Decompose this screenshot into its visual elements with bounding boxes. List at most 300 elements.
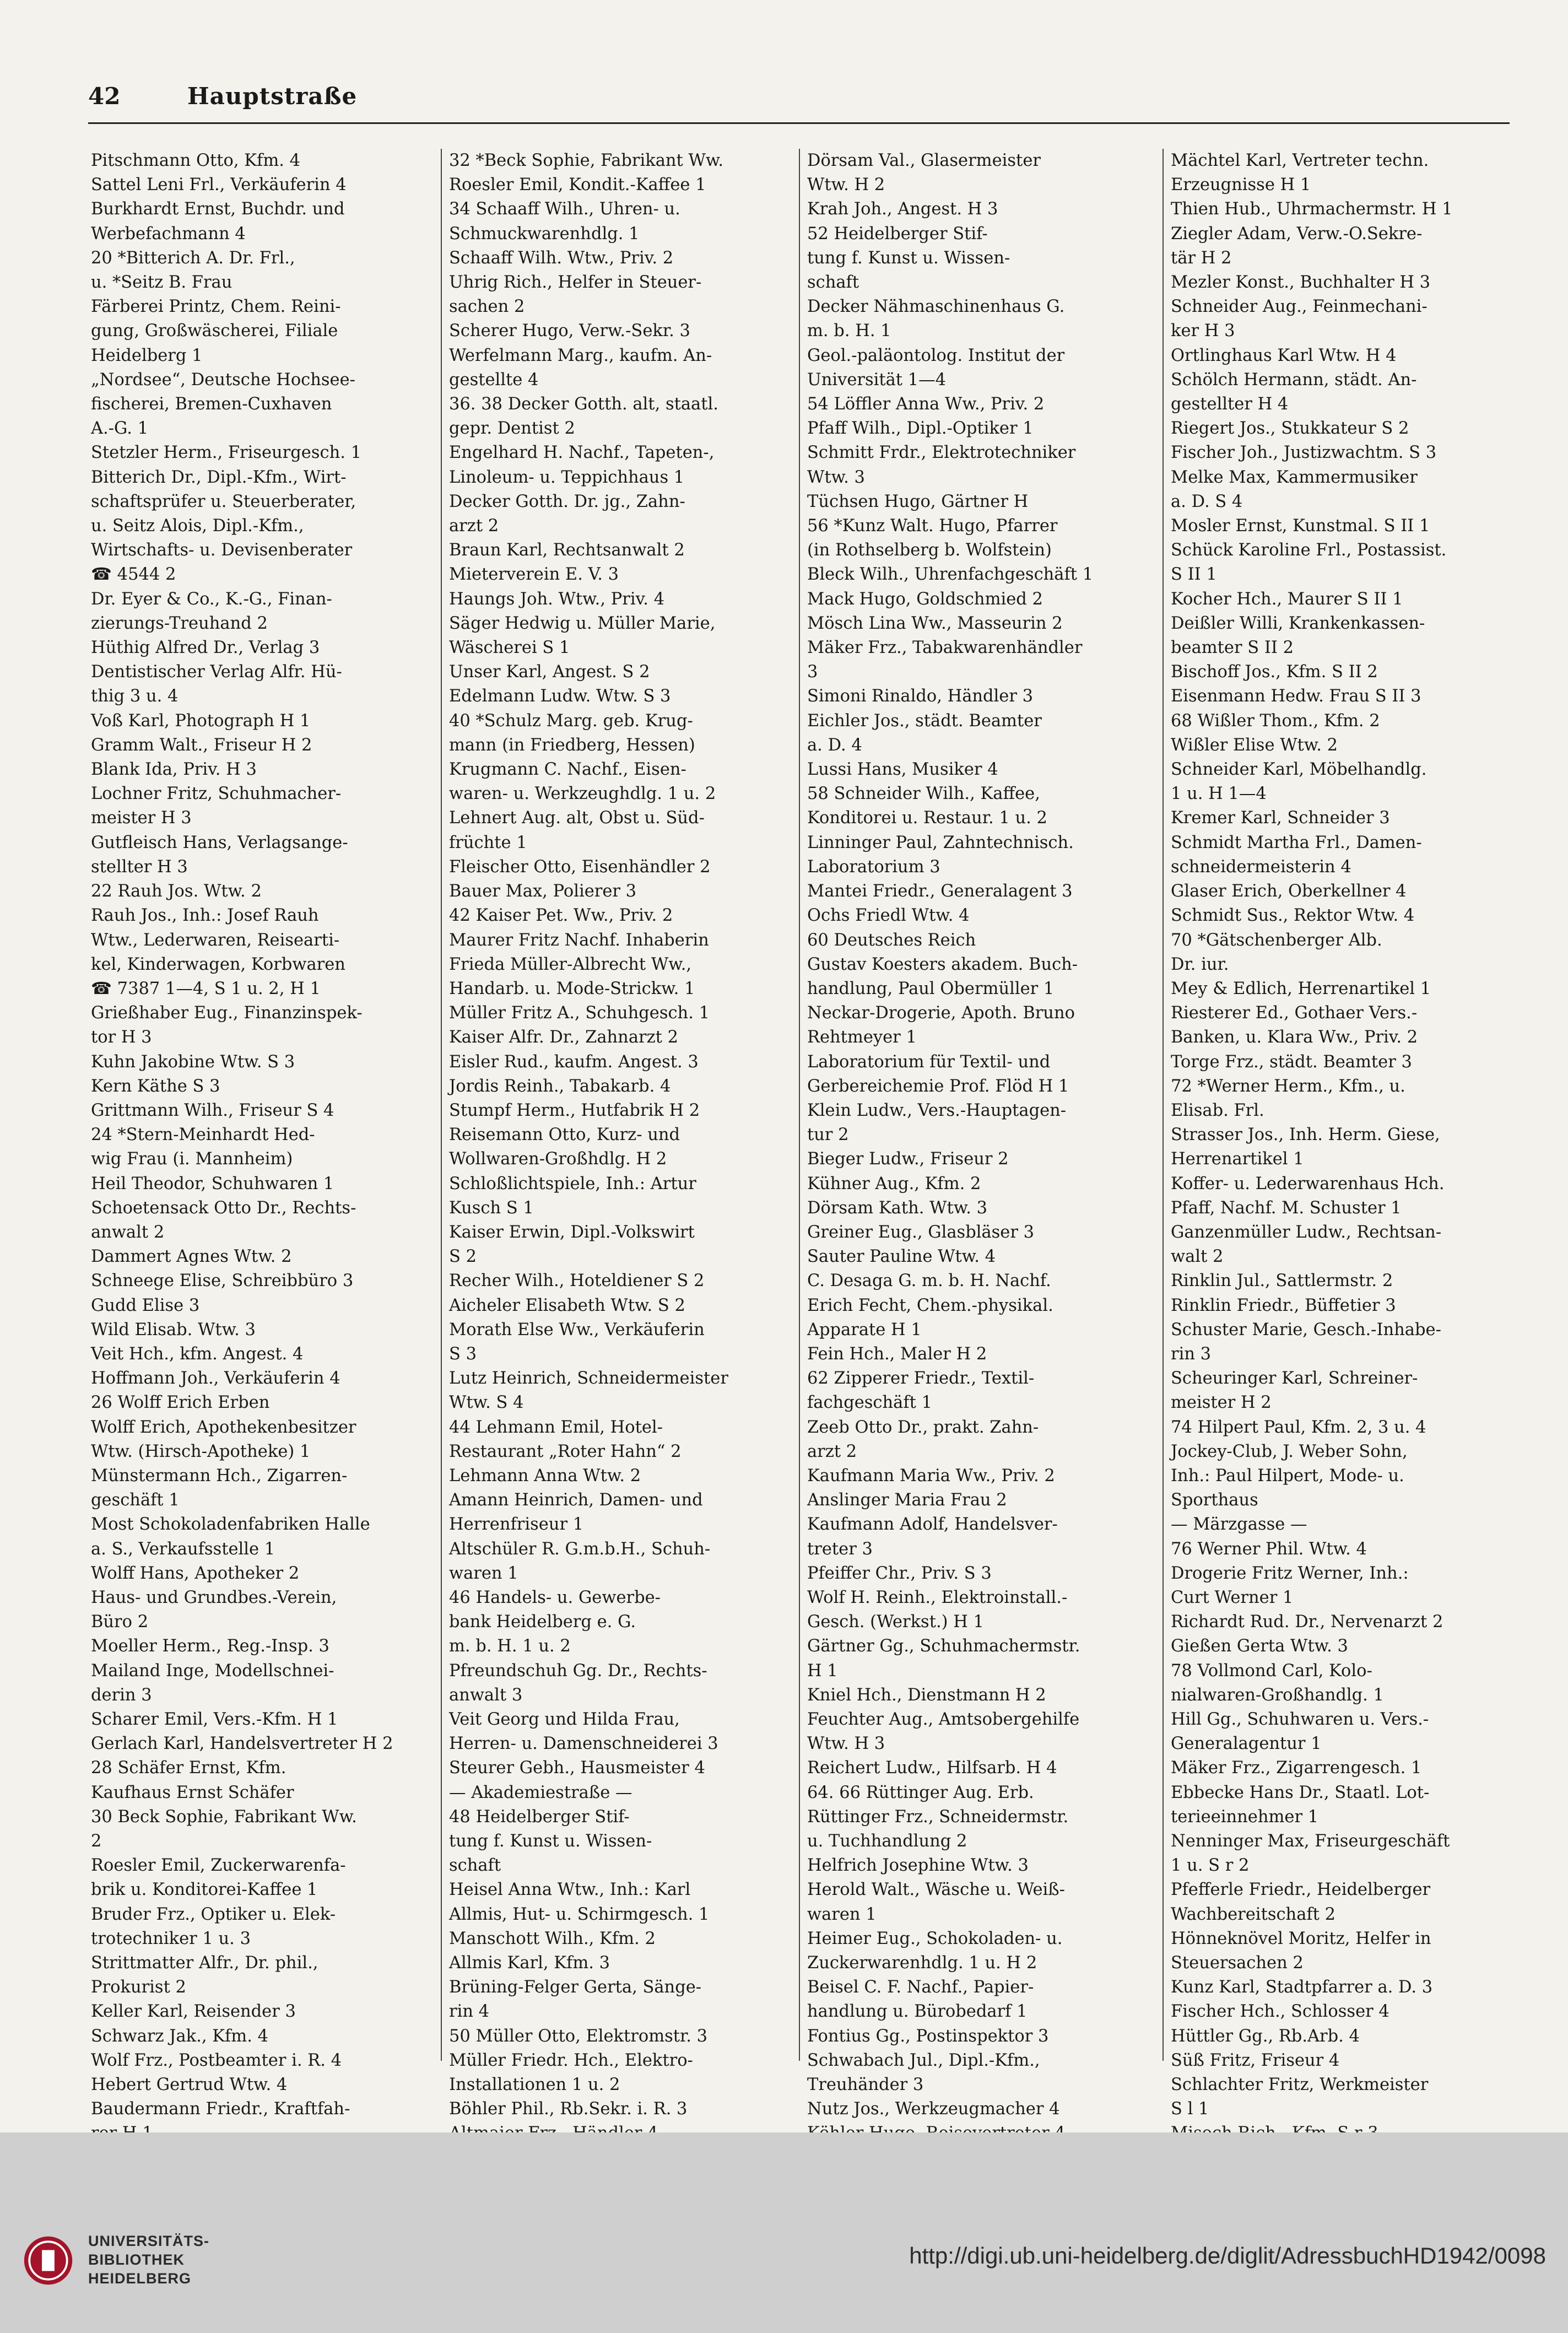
directory-entry-line: Pfreundschuh Gg. Dr., Rechts- xyxy=(449,1661,707,1681)
directory-entry-line: H 1 xyxy=(807,1661,838,1681)
directory-column-1 xyxy=(91,149,438,2119)
directory-entry-line: tung f. Kunst u. Wissen- xyxy=(807,248,1010,268)
directory-entry-line: Dörsam Kath. Wtw. 3 xyxy=(807,1198,987,1218)
directory-entry-line: Klein Ludw., Vers.-Hauptagen- xyxy=(807,1100,1067,1120)
directory-entry-line: Schmidt Martha Frl., Damen- xyxy=(1171,833,1422,852)
directory-entry-line: a. S., Verkaufsstelle 1 xyxy=(91,1539,275,1559)
directory-entry-line: 20 *Bitterich A. Dr. Frl., xyxy=(91,248,295,268)
directory-entry-line: 52 Heidelberger Stif- xyxy=(807,224,988,244)
directory-entry-line: Wißler Elise Wtw. 2 xyxy=(1171,735,1338,755)
directory-entry-line: Riesterer Ed., Gothaer Vers.- xyxy=(1171,1003,1418,1023)
directory-entry-line: handlung u. Bürobedarf 1 xyxy=(807,2002,1028,2022)
directory-entry-line: 56 *Kunz Walt. Hugo, Pfarrer xyxy=(807,516,1058,536)
directory-entry-line: Mösch Lina Ww., Masseurin 2 xyxy=(807,613,1063,633)
directory-entry-line: Gärtner Gg., Schuhmachermstr. xyxy=(807,1637,1080,1656)
directory-entry-line: Sporthaus xyxy=(1171,1490,1258,1510)
directory-entry-line: Kocher Hch., Maurer S II 1 xyxy=(1171,589,1403,609)
directory-entry-line: 42 Kaiser Pet. Ww., Priv. 2 xyxy=(449,906,673,926)
directory-entry-line: Strasser Jos., Inh. Herm. Giese, xyxy=(1171,1125,1440,1145)
directory-entry-line: 2 xyxy=(91,1832,102,1851)
directory-entry-line: Gustav Koesters akadem. Buch- xyxy=(807,954,1078,974)
directory-entry-line: anwalt 3 xyxy=(449,1685,523,1705)
directory-entry-line: schaftsprüfer u. Steuerberater, xyxy=(91,492,356,511)
directory-entry-line: Most Schokoladenfabriken Halle xyxy=(91,1515,370,1535)
directory-entry-line: Zuckerwarenhdlg. 1 u. H 2 xyxy=(807,1953,1037,1973)
directory-entry-line: Wtw. 3 xyxy=(807,467,865,487)
directory-entry-line: kel, Kinderwagen, Korbwaren xyxy=(91,954,345,974)
directory-entry-line: Engelhard H. Nachf., Tapeten-, xyxy=(449,443,715,463)
directory-entry-line: Müller Friedr. Hch., Elektro- xyxy=(449,2050,693,2070)
directory-entry-line: Grießhaber Eug., Finanzinspek- xyxy=(91,1003,363,1023)
directory-entry-line: Haus- und Grundbes.-Verein, xyxy=(91,1587,337,1607)
directory-entry-line: Blank Ida, Priv. H 3 xyxy=(91,760,257,780)
directory-entry-line: Gießen Gerta Wtw. 3 xyxy=(1171,1637,1348,1656)
directory-entry-line: wig Frau (i. Mannheim) xyxy=(91,1149,293,1169)
directory-entry-line: Bischoff Jos., Kfm. S II 2 xyxy=(1171,662,1378,682)
directory-entry-line: S II 1 xyxy=(1171,565,1217,585)
directory-entry-line: Schwarz Jak., Kfm. 4 xyxy=(91,2026,269,2046)
directory-entry-line: mann (in Friedberg, Hessen) xyxy=(449,735,695,755)
directory-entry-line: Linninger Paul, Zahntechnisch. xyxy=(807,833,1074,852)
directory-entry-line: Rinklin Friedr., Büffetier 3 xyxy=(1171,1295,1396,1315)
directory-entry-line: 30 Beck Sophie, Fabrikant Ww. xyxy=(91,1807,357,1827)
page-number: 42 xyxy=(88,83,121,110)
directory-entry-line: Wtw., Lederwaren, Reisearti- xyxy=(91,930,340,950)
directory-entry-line: 28 Schäfer Ernst, Kfm. xyxy=(91,1758,286,1778)
directory-entry-line: Schuster Marie, Gesch.-Inhabe- xyxy=(1171,1320,1441,1340)
directory-entry-line: Gutfleisch Hans, Verlagsange- xyxy=(91,833,348,852)
directory-entry-line: zierungs-Treuhand 2 xyxy=(91,613,268,633)
library-name xyxy=(88,2232,209,2288)
directory-entry-line: Konditorei u. Restaur. 1 u. 2 xyxy=(807,808,1047,828)
directory-entry-line: anwalt 2 xyxy=(91,1222,165,1242)
directory-entry-line: arzt 2 xyxy=(807,1441,857,1461)
directory-entry-line: Braun Karl, Rechtsanwalt 2 xyxy=(449,541,685,560)
directory-entry-line: Hoffmann Joh., Verkäuferin 4 xyxy=(91,1369,340,1389)
directory-entry-line: 34 Schaaff Wilh., Uhren- u. xyxy=(449,199,680,219)
directory-entry-line: Werbefachmann 4 xyxy=(91,224,246,244)
directory-entry-line: Schmuckwarenhdlg. 1 xyxy=(449,224,640,244)
directory-entry-line: Zeeb Otto Dr., prakt. Zahn- xyxy=(807,1417,1039,1437)
directory-entry-line: fachgeschäft 1 xyxy=(807,1393,932,1413)
directory-entry-line: meister H 2 xyxy=(1171,1393,1272,1413)
directory-entry-line: Torge Frz., städt. Beamter 3 xyxy=(1171,1052,1412,1072)
directory-entry-line: Rauh Jos., Inh.: Josef Rauh xyxy=(91,906,319,926)
directory-entry-line: terieeinnehmer 1 xyxy=(1171,1807,1319,1827)
directory-entry-line: Kusch S 1 xyxy=(449,1198,534,1218)
directory-entry-line: Böhler Phil., Rb.Sekr. i. R. 3 xyxy=(449,2099,688,2119)
directory-entry-line: 22 Rauh Jos. Wtw. 2 xyxy=(91,882,262,901)
directory-entry-line: 68 Wißler Thom., Kfm. 2 xyxy=(1171,711,1380,731)
directory-entry-line: Kunz Karl, Stadtpfarrer a. D. 3 xyxy=(1171,1978,1433,1997)
directory-entry-line: Eichler Jos., städt. Beamter xyxy=(807,711,1042,731)
directory-entry-line: 46 Handels- u. Gewerbe- xyxy=(449,1587,661,1607)
directory-entry-line: handlung, Paul Obermüller 1 xyxy=(807,979,1055,998)
library-name-line: HEIDELBERG xyxy=(88,2270,192,2287)
directory-entry-line: u. Seitz Alois, Dipl.-Kfm., xyxy=(91,516,304,536)
directory-entry-line: Werfelmann Marg., kaufm. An- xyxy=(449,345,712,365)
directory-entry-line: 32 *Beck Sophie, Fabrikant Ww. xyxy=(449,151,724,170)
directory-entry-line: Uhrig Rich., Helfer in Steuer- xyxy=(449,273,702,293)
directory-entry-line: 50 Müller Otto, Elektromstr. 3 xyxy=(449,2026,708,2046)
directory-entry-line: Fischer Hch., Schlosser 4 xyxy=(1171,2002,1389,2022)
directory-entry-line: Ganzenmüller Ludw., Rechtsan- xyxy=(1171,1222,1442,1242)
directory-entry-line: u. Tuchhandlung 2 xyxy=(807,1832,967,1851)
directory-entry-line: Sattel Leni Frl., Verkäuferin 4 xyxy=(91,175,347,195)
directory-entry-line: Linoleum- u. Teppichhaus 1 xyxy=(449,467,685,487)
directory-entry-line: ☎ 7387 1—4, S 1 u. 2, H 1 xyxy=(91,979,321,998)
directory-entry-line: Geol.-paläontolog. Institut der xyxy=(807,345,1065,365)
directory-entry-line: Pfaff, Nachf. M. Schuster 1 xyxy=(1171,1198,1402,1218)
directory-entry-line: Bruder Frz., Optiker u. Elek- xyxy=(91,1904,336,1924)
directory-entry-line: Wolf H. Reinh., Elektroinstall.- xyxy=(807,1587,1068,1607)
directory-entry-line: Kaufmann Adolf, Handelsver- xyxy=(807,1515,1058,1535)
directory-entry-line: Lochner Fritz, Schuhmacher- xyxy=(91,784,342,804)
directory-entry-line: Kern Käthe S 3 xyxy=(91,1076,220,1096)
directory-entry-line: Prokurist 2 xyxy=(91,1978,186,1997)
directory-entry-line: Kaufhaus Ernst Schäfer xyxy=(91,1783,294,1802)
directory-entry-line: Kaiser Erwin, Dipl.-Volkswirt xyxy=(449,1222,695,1242)
directory-entry-line: Münstermann Hch., Zigarren- xyxy=(91,1466,348,1486)
directory-column-2 xyxy=(449,149,796,2119)
directory-entry-line: Elisab. Frl. xyxy=(1171,1100,1264,1120)
directory-entry-line: Thien Hub., Uhrmachermstr. H 1 xyxy=(1171,199,1453,219)
directory-entry-line: 48 Heidelberger Stif- xyxy=(449,1807,630,1827)
directory-entry-line: Steuersachen 2 xyxy=(1171,1953,1304,1973)
directory-entry-line: Hönneknövel Moritz, Helfer in xyxy=(1171,1929,1431,1948)
directory-entry-line: Heimer Eug., Schokoladen- u. xyxy=(807,1929,1063,1948)
directory-entry-line: Koffer- u. Lederwarenhaus Hch. xyxy=(1171,1174,1445,1193)
directory-entry-line: treter 3 xyxy=(807,1539,873,1559)
directory-entry-line: Dörsam Val., Glasermeister xyxy=(807,151,1041,170)
directory-entry-line: Riegert Jos., Stukkateur S 2 xyxy=(1171,419,1409,439)
directory-entry-line: Heisel Anna Wtw., Inh.: Karl xyxy=(449,1880,691,1900)
directory-entry-line: Hüttler Gg., Rb.Arb. 4 xyxy=(1171,2026,1360,2046)
directory-entry-line: Jockey-Club, J. Weber Sohn, xyxy=(1171,1441,1408,1461)
directory-entry-line: Müller Fritz A., Schuhgesch. 1 xyxy=(449,1003,710,1023)
directory-entry-line: Voß Karl, Photograph H 1 xyxy=(91,711,311,731)
directory-entry-line: 74 Hilpert Paul, Kfm. 2, 3 u. 4 xyxy=(1171,1417,1426,1437)
directory-entry-line: 3 xyxy=(807,662,818,682)
directory-entry-line: Feuchter Aug., Amtsobergehilfe xyxy=(807,1710,1080,1729)
directory-entry-line: Schloßlichtspiele, Inh.: Artur xyxy=(449,1174,696,1193)
directory-entry-line: meister H 3 xyxy=(91,808,192,828)
directory-entry-line: Pfefferle Friedr., Heidelberger xyxy=(1171,1880,1431,1900)
directory-entry-line: Allmis Karl, Kfm. 3 xyxy=(449,1953,610,1973)
directory-entry-line: Strittmatter Alfr., Dr. phil., xyxy=(91,1953,318,1973)
directory-entry-line: Herrenfriseur 1 xyxy=(449,1515,584,1535)
street-heading: Hauptstraße xyxy=(187,83,358,110)
directory-entry-line: Erzeugnisse H 1 xyxy=(1171,175,1311,195)
directory-entry-line: Restaurant „Roter Hahn“ 2 xyxy=(449,1441,682,1461)
page-header xyxy=(88,83,1510,121)
directory-entry-line: Kühner Aug., Kfm. 2 xyxy=(807,1174,981,1193)
directory-entry-line: Keller Karl, Reisender 3 xyxy=(91,2002,296,2022)
footer-bar xyxy=(0,2132,1568,2333)
directory-entry-line: Schück Karoline Frl., Postassist. xyxy=(1171,541,1447,560)
directory-entry-line: Herrenartikel 1 xyxy=(1171,1149,1304,1169)
directory-entry-line: Maurer Fritz Nachf. Inhaberin xyxy=(449,930,709,950)
directory-entry-line: Wirtschafts- u. Devisenberater xyxy=(91,541,353,560)
directory-entry-line: Ebbecke Hans Dr., Staatl. Lot- xyxy=(1171,1783,1430,1802)
directory-entry-line: gestellte 4 xyxy=(449,370,539,390)
directory-entry-line: Inh.: Paul Hilpert, Mode- u. xyxy=(1171,1466,1404,1486)
directory-entry-line: Hill Gg., Schuhwaren u. Vers.- xyxy=(1171,1710,1429,1729)
directory-entry-line: Aicheler Elisabeth Wtw. S 2 xyxy=(449,1295,685,1315)
directory-entry-line: Schoetensack Otto Dr., Rechts- xyxy=(91,1198,356,1218)
directory-entry-line: Stetzler Herm., Friseurgesch. 1 xyxy=(91,443,362,463)
directory-entry-line: Greiner Eug., Glasbläser 3 xyxy=(807,1222,1035,1242)
directory-entry-line: Glaser Erich, Oberkellner 4 xyxy=(1171,882,1407,901)
directory-entry-line: Ziegler Adam, Verw.-O.Sekre- xyxy=(1171,224,1423,244)
directory-entry-line: Wolf Frz., Postbeamter i. R. 4 xyxy=(91,2050,342,2070)
directory-entry-line: Pitschmann Otto, Kfm. 4 xyxy=(91,151,301,170)
directory-entry-line: Krugmann C. Nachf., Eisen- xyxy=(449,760,686,780)
directory-entry-line: Decker Nähmaschinenhaus G. xyxy=(807,297,1065,317)
directory-entry-line: Schaaff Wilh. Wtw., Priv. 2 xyxy=(449,248,674,268)
directory-entry-line: Richardt Rud. Dr., Nervenarzt 2 xyxy=(1171,1612,1443,1632)
directory-entry-line: Jordis Reinh., Tabakarb. 4 xyxy=(449,1076,671,1096)
directory-entry-line: Reichert Ludw., Hilfsarb. H 4 xyxy=(807,1758,1057,1778)
directory-entry-line: Krah Joh., Angest. H 3 xyxy=(807,199,998,219)
directory-entry-line: Wtw. H 2 xyxy=(807,175,885,195)
directory-entry-line: Recher Wilh., Hoteldiener S 2 xyxy=(449,1271,705,1291)
directory-entry-line: Kniel Hch., Dienstmann H 2 xyxy=(807,1685,1046,1705)
directory-entry-line: Schneege Elise, Schreibbüro 3 xyxy=(91,1271,354,1291)
directory-entry-line: fischerei, Bremen-Cuxhaven xyxy=(91,395,332,414)
directory-entry-line: bank Heidelberg e. G. xyxy=(449,1612,636,1632)
directory-entry-line: — Märzgasse — xyxy=(1171,1515,1307,1535)
directory-entry-line: Moeller Herm., Reg.-Insp. 3 xyxy=(91,1637,329,1656)
directory-entry-line: Manschott Wilh., Kfm. 2 xyxy=(449,1929,656,1948)
column-divider xyxy=(1163,149,1164,2061)
directory-entry-line: Tüchsen Hugo, Gärtner H xyxy=(807,492,1029,511)
directory-entry-line: Lutz Heinrich, Schneidermeister xyxy=(449,1369,728,1389)
library-name-line: UNIVERSITÄTS- xyxy=(88,2233,210,2249)
directory-entry-line: Mey & Edlich, Herrenartikel 1 xyxy=(1171,979,1431,998)
directory-entry-line: derin 3 xyxy=(91,1685,152,1705)
library-name-line: BIBLIOTHEK xyxy=(88,2251,185,2268)
directory-entry-line: Erich Fecht, Chem.-physikal. xyxy=(807,1295,1053,1315)
directory-entry-line: Scharer Emil, Vers.-Kfm. H 1 xyxy=(91,1710,338,1729)
directory-entry-line: Mack Hugo, Goldschmied 2 xyxy=(807,589,1043,609)
directory-entry-line: Brüning-Felger Gerta, Sänge- xyxy=(449,1978,702,1997)
directory-entry-line: Rüttinger Frz., Schneidermstr. xyxy=(807,1807,1069,1827)
directory-entry-line: Mäker Frz., Zigarrengesch. 1 xyxy=(1171,1758,1422,1778)
directory-entry-line: Gerbereichemie Prof. Flöd H 1 xyxy=(807,1076,1069,1096)
directory-entry-line: Mosler Ernst, Kunstmal. S II 1 xyxy=(1171,516,1430,536)
directory-entry-line: m. b. H. 1 u. 2 xyxy=(449,1637,571,1656)
directory-entry-line: Schmidt Sus., Rektor Wtw. 4 xyxy=(1171,906,1415,926)
directory-entry-line: Handarb. u. Mode-Strickw. 1 xyxy=(449,979,695,998)
directory-entry-line: Reisemann Otto, Kurz- und xyxy=(449,1125,680,1145)
directory-entry-line: Decker Gotth. Dr. jg., Zahn- xyxy=(449,492,685,511)
directory-entry-line: Wolff Erich, Apothekenbesitzer xyxy=(91,1417,356,1437)
directory-entry-line: gepr. Dentist 2 xyxy=(449,419,575,439)
directory-entry-line: geschäft 1 xyxy=(91,1490,180,1510)
directory-entry-line: Stumpf Herm., Hutfabrik H 2 xyxy=(449,1100,700,1120)
directory-entry-line: Steurer Gebh., Hausmeister 4 xyxy=(449,1758,705,1778)
directory-entry-line: tär H 2 xyxy=(1171,248,1232,268)
directory-entry-line: Helfrich Josephine Wtw. 3 xyxy=(807,1856,1029,1876)
column-divider xyxy=(441,149,442,2061)
directory-entry-line: Lehnert Aug. alt, Obst u. Süd- xyxy=(449,808,705,828)
directory-entry-line: Roesler Emil, Zuckerwarenfa- xyxy=(91,1856,346,1876)
university-seal-icon xyxy=(22,2234,74,2287)
directory-entry-line: Gramm Walt., Friseur H 2 xyxy=(91,735,312,755)
directory-entry-line: u. *Seitz B. Frau xyxy=(91,273,233,293)
directory-entry-line: Wtw. S 4 xyxy=(449,1393,524,1413)
directory-entry-line: Wäscherei S 1 xyxy=(449,638,570,658)
directory-entry-line: Dammert Agnes Wtw. 2 xyxy=(91,1247,292,1267)
directory-entry-line: Drogerie Fritz Werner, Inh.: xyxy=(1171,1563,1409,1583)
directory-entry-line: Süß Fritz, Friseur 4 xyxy=(1171,2050,1340,2070)
directory-entry-line: rin 3 xyxy=(1171,1344,1212,1364)
directory-entry-line: Wollwaren-Großhdlg. H 2 xyxy=(449,1149,667,1169)
directory-entry-line: ker H 3 xyxy=(1171,321,1235,341)
directory-column-4 xyxy=(1171,149,1518,2119)
directory-entry-line: gung, Großwäscherei, Filiale xyxy=(91,321,338,341)
directory-entry-line: a. D. S 4 xyxy=(1171,492,1243,511)
directory-entry-line: Gerlach Karl, Handelsvertreter H 2 xyxy=(91,1734,393,1754)
directory-entry-line: 40 *Schulz Marg. geb. Krug- xyxy=(449,711,693,731)
directory-entry-line: Sauter Pauline Wtw. 4 xyxy=(807,1247,996,1267)
directory-entry-line: sachen 2 xyxy=(449,297,525,317)
directory-entry-line: 54 Löffler Anna Ww., Priv. 2 xyxy=(807,395,1045,414)
directory-entry-line: Frieda Müller-Albrecht Ww., xyxy=(449,954,692,974)
directory-entry-line: stellter H 3 xyxy=(91,857,188,877)
directory-entry-line: Lussi Hans, Musiker 4 xyxy=(807,760,998,780)
directory-entry-line: Altschüler R. G.m.b.H., Schuh- xyxy=(449,1539,711,1559)
directory-entry-line: 62 Zipperer Friedr., Textil- xyxy=(807,1369,1035,1389)
directory-entry-line: Lehmann Anna Wtw. 2 xyxy=(449,1466,641,1486)
directory-entry-line: Rinklin Jul., Sattlermstr. 2 xyxy=(1171,1271,1393,1291)
directory-entry-line: Säger Hedwig u. Müller Marie, xyxy=(449,613,716,633)
directory-entry-line: Pfeiffer Chr., Priv. S 3 xyxy=(807,1563,992,1583)
directory-entry-line: Mailand Inge, Modellschnei- xyxy=(91,1661,334,1681)
directory-entry-line: 26 Wolff Erich Erben xyxy=(91,1393,270,1413)
directory-entry-line: schaft xyxy=(807,273,859,293)
header-rule xyxy=(88,122,1510,124)
source-url[interactable]: http://digi.ub.uni-heidelberg.de/diglit/AdressbuchHD1942/0098 xyxy=(909,2243,1546,2269)
directory-entry-line: Roesler Emil, Kondit.-Kaffee 1 xyxy=(449,175,706,195)
directory-entry-line: Scheuringer Karl, Schreiner- xyxy=(1171,1369,1418,1389)
directory-entry-line: A.-G. 1 xyxy=(91,419,149,439)
directory-entry-line: Baudermann Friedr., Kraftfah- xyxy=(91,2099,350,2119)
directory-entry-line: Ochs Friedl Wtw. 4 xyxy=(807,906,970,926)
directory-entry-line: tur 2 xyxy=(807,1125,849,1145)
directory-entry-line: 60 Deutsches Reich xyxy=(807,930,976,950)
directory-entry-line: Bleck Wilh., Uhrenfachgeschäft 1 xyxy=(807,565,1094,585)
directory-entry-line: Unser Karl, Angest. S 2 xyxy=(449,662,650,682)
directory-entry-line: 36. 38 Decker Gotth. alt, staatl. xyxy=(449,395,718,414)
directory-entry-line: Nenninger Max, Friseurgeschäft xyxy=(1171,1832,1450,1851)
directory-entry-line: Melke Max, Kammermusiker xyxy=(1171,467,1418,487)
directory-entry-line: Simoni Rinaldo, Händler 3 xyxy=(807,687,1034,706)
directory-entry-line: Mäker Frz., Tabakwarenhändler xyxy=(807,638,1083,658)
directory-entry-line: beamter S II 2 xyxy=(1171,638,1294,658)
directory-entry-line: Kremer Karl, Schneider 3 xyxy=(1171,808,1390,828)
directory-entry-line: waren 1 xyxy=(449,1563,518,1583)
directory-entry-line: Dr. Eyer & Co., K.-G., Finan- xyxy=(91,589,332,609)
directory-entry-line: S l 1 xyxy=(1171,2099,1209,2119)
directory-entry-line: Fleischer Otto, Eisenhändler 2 xyxy=(449,857,711,877)
directory-column-3 xyxy=(807,149,1154,2119)
directory-entry-line: 44 Lehmann Emil, Hotel- xyxy=(449,1417,663,1437)
directory-entry-line: nialwaren-Großhandlg. 1 xyxy=(1171,1685,1384,1705)
directory-entry-line: m. b. H. 1 xyxy=(807,321,891,341)
directory-entry-line: Beisel C. F. Nachf., Papier- xyxy=(807,1978,1034,1997)
directory-entry-line: Rehtmeyer 1 xyxy=(807,1028,917,1047)
directory-entry-line: 1 u. H 1—4 xyxy=(1171,784,1267,804)
directory-entry-line: Laboratorium für Textil- und xyxy=(807,1052,1051,1072)
directory-entry-line: waren 1 xyxy=(807,1904,877,1924)
directory-entry-line: Ortlinghaus Karl Wtw. H 4 xyxy=(1171,345,1397,365)
directory-entry-line: Veit Hch., kfm. Angest. 4 xyxy=(91,1344,304,1364)
directory-entry-line: Apparate H 1 xyxy=(807,1320,922,1340)
directory-entry-line: Gesch. (Werkst.) H 1 xyxy=(807,1612,984,1632)
directory-entry-line: Mächtel Karl, Vertreter techn. xyxy=(1171,151,1429,170)
directory-entry-line: Herren- u. Damenschneiderei 3 xyxy=(449,1734,718,1754)
directory-entry-line: tung f. Kunst u. Wissen- xyxy=(449,1832,652,1851)
directory-entry-line: Eisenmann Hedw. Frau S II 3 xyxy=(1171,687,1421,706)
directory-entry-line: Deißler Willi, Krankenkassen- xyxy=(1171,613,1425,633)
directory-entry-line: Generalagentur 1 xyxy=(1171,1734,1322,1754)
directory-entry-line: C. Desaga G. m. b. H. Nachf. xyxy=(807,1271,1051,1291)
directory-entry-line: waren- u. Werkzeughdlg. 1 u. 2 xyxy=(449,784,716,804)
directory-entry-line: Dr. iur. xyxy=(1171,954,1229,974)
directory-entry-line: arzt 2 xyxy=(449,516,499,536)
directory-entry-line: Schneider Karl, Möbelhandlg. xyxy=(1171,760,1427,780)
directory-entry-line: früchte 1 xyxy=(449,833,527,852)
directory-entry-line: „Nordsee“, Deutsche Hochsee- xyxy=(91,370,355,390)
directory-entry-line: Universität 1—4 xyxy=(807,370,947,390)
directory-entry-line: Kaufmann Maria Ww., Priv. 2 xyxy=(807,1466,1055,1486)
directory-entry-line: Schölch Hermann, städt. An- xyxy=(1171,370,1417,390)
directory-entry-line: Veit Georg und Hilda Frau, xyxy=(449,1710,680,1729)
directory-entry-line: Installationen 1 u. 2 xyxy=(449,2075,620,2095)
directory-entry-line: Pfaff Wilh., Dipl.-Optiker 1 xyxy=(807,419,1034,439)
directory-entry-line: — Akademiestraße — xyxy=(449,1783,632,1802)
directory-entry-line: S 2 xyxy=(449,1247,477,1267)
directory-entry-line: 78 Vollmond Carl, Kolo- xyxy=(1171,1661,1372,1681)
directory-entry-line: Haungs Joh. Wtw., Priv. 4 xyxy=(449,589,665,609)
directory-entry-line: Bitterich Dr., Dipl.-Kfm., Wirt- xyxy=(91,467,347,487)
directory-entry-line: Fischer Joh., Justizwachtm. S 3 xyxy=(1171,443,1437,463)
directory-entry-line: Kuhn Jakobine Wtw. S 3 xyxy=(91,1052,295,1072)
directory-entry-line: 70 *Gätschenberger Alb. xyxy=(1171,930,1382,950)
directory-entry-line: Morath Else Ww., Verkäuferin xyxy=(449,1320,705,1340)
directory-entry-line: Wolff Hans, Apotheker 2 xyxy=(91,1563,300,1583)
directory-entry-line: a. D. 4 xyxy=(807,735,862,755)
directory-entry-line: Amann Heinrich, Damen- und xyxy=(449,1490,703,1510)
directory-entry-line: thig 3 u. 4 xyxy=(91,687,179,706)
directory-entry-line: ☎ 4544 2 xyxy=(91,565,176,585)
directory-entry-line: tor H 3 xyxy=(91,1028,152,1047)
directory-entry-line: Heidelberg 1 xyxy=(91,345,203,365)
directory-entry-line: 76 Werner Phil. Wtw. 4 xyxy=(1171,1539,1367,1559)
directory-entry-line: Fontius Gg., Postinspektor 3 xyxy=(807,2026,1049,2046)
column-divider xyxy=(799,149,800,2061)
directory-entry-line: Schlachter Fritz, Werkmeister xyxy=(1171,2075,1429,2095)
directory-entry-line: (in Rothselberg b. Wolfstein) xyxy=(807,541,1052,560)
directory-entry-line: Büro 2 xyxy=(91,1612,149,1632)
directory-entry-line: Wild Elisab. Wtw. 3 xyxy=(91,1320,256,1340)
directory-entry-line: rin 4 xyxy=(449,2002,490,2022)
directory-entry-line: schaft xyxy=(449,1856,501,1876)
directory-entry-line: Scherer Hugo, Verw.-Sekr. 3 xyxy=(449,321,690,341)
directory-entry-line: Schneider Aug., Feinmechani- xyxy=(1171,297,1428,317)
